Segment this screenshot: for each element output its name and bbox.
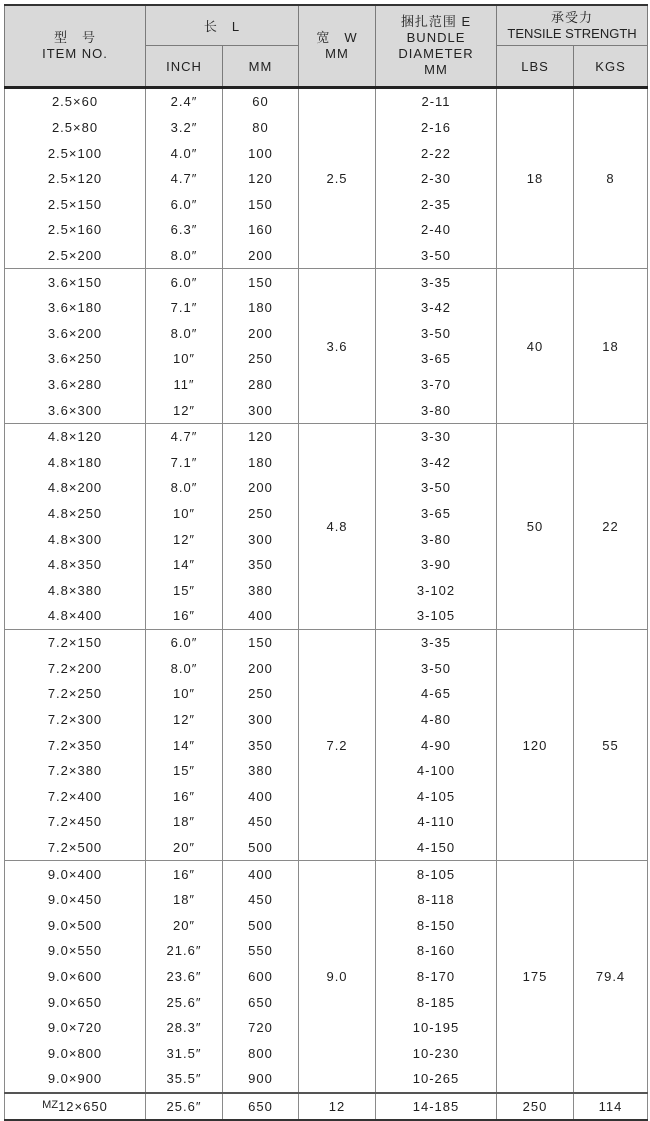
bundle-diameter-header	[376, 5, 497, 88]
inch-cell: 31.5″	[146, 1041, 223, 1067]
item-no-cell: 7.2×150	[5, 629, 146, 655]
item-no-cell: 2.5×160	[5, 217, 146, 243]
inch-cell: 3.2″	[146, 115, 223, 141]
bundle-cell: 3-50	[376, 320, 497, 346]
width-header-unit: MM	[325, 46, 349, 61]
inch-cell: 2.4″	[146, 88, 223, 115]
tensile-header-cn: 承受力	[551, 9, 594, 25]
width-cell: 7.2	[299, 629, 376, 860]
bundle-cell: 3-30	[376, 423, 497, 449]
tensile-strength-header	[497, 5, 648, 46]
inch-cell: 8.0″	[146, 475, 223, 501]
table-row	[5, 88, 648, 115]
bundle-cell: 10-230	[376, 1041, 497, 1067]
mm-cell: 300	[223, 526, 299, 552]
bundle-cell: 3-50	[376, 655, 497, 681]
bundle-cell: 3-50	[376, 243, 497, 269]
bundle-cell: 8-185	[376, 989, 497, 1015]
bundle-header-en1: BUNDLE	[406, 30, 466, 45]
mm-cell: 350	[223, 552, 299, 578]
inch-cell: 8.0″	[146, 243, 223, 269]
mm-cell: 180	[223, 450, 299, 476]
inch-cell: 6.0″	[146, 629, 223, 655]
item-no-cell: 9.0×500	[5, 913, 146, 939]
width-cell: 4.8	[299, 423, 376, 629]
bundle-cell: 10-195	[376, 1015, 497, 1041]
mm-cell: 450	[223, 887, 299, 913]
item-no-header-en: ITEM NO.	[42, 46, 108, 61]
bundle-cell: 3-50	[376, 475, 497, 501]
item-no-cell: 9.0×650	[5, 989, 146, 1015]
item-no-cell: 7.2×380	[5, 758, 146, 784]
inch-cell: 4.0″	[146, 140, 223, 166]
bundle-header-en2: DIAMETER	[398, 46, 474, 61]
mm-cell: 160	[223, 217, 299, 243]
mm-cell: 200	[223, 475, 299, 501]
mm-cell: 500	[223, 913, 299, 939]
mm-cell: 120	[223, 166, 299, 192]
inch-cell: 8.0″	[146, 655, 223, 681]
item-no-header	[5, 5, 146, 88]
inch-cell: 7.1″	[146, 295, 223, 321]
inch-cell: 6.3″	[146, 217, 223, 243]
bundle-cell: 3-65	[376, 346, 497, 372]
mm-cell: 250	[223, 501, 299, 527]
bundle-cell: 4-65	[376, 681, 497, 707]
item-no-cell: 7.2×200	[5, 655, 146, 681]
mm-cell: 150	[223, 629, 299, 655]
bundle-cell: 8-170	[376, 964, 497, 990]
item-no-cell: 9.0×800	[5, 1041, 146, 1067]
table-row	[5, 269, 648, 295]
bundle-cell: 8-160	[376, 938, 497, 964]
table-row-mz	[5, 1093, 648, 1121]
bundle-cell: 2-11	[376, 88, 497, 115]
width-cell: 2.5	[299, 88, 376, 269]
mm-cell: 900	[223, 1066, 299, 1093]
bundle-cell: 3-42	[376, 295, 497, 321]
item-no-cell: 4.8×300	[5, 526, 146, 552]
bundle-header-unit: MM	[424, 62, 448, 77]
mm-cell: 200	[223, 655, 299, 681]
tensile-header-en: TENSILE STRENGTH	[507, 25, 637, 41]
inch-cell: 10″	[146, 681, 223, 707]
bundle-cell: 3-80	[376, 397, 497, 423]
item-no-cell: 7.2×350	[5, 732, 146, 758]
item-no-cell: 4.8×200	[5, 475, 146, 501]
bundle-cell: 3-65	[376, 501, 497, 527]
mm-cell: 250	[223, 681, 299, 707]
item-no-cell: 2.5×100	[5, 140, 146, 166]
item-no-cell: 2.5×150	[5, 191, 146, 217]
inch-cell: 15″	[146, 578, 223, 604]
inch-cell: 6.0″	[146, 269, 223, 295]
bundle-cell: 4-80	[376, 707, 497, 733]
mm-cell: 300	[223, 397, 299, 423]
bundle-cell: 2-35	[376, 191, 497, 217]
inch-cell: 23.6″	[146, 964, 223, 990]
bundle-cell: 8-105	[376, 861, 497, 887]
kgs-cell: 55	[574, 629, 648, 860]
bundle-cell: 10-265	[376, 1066, 497, 1093]
inch-cell: 14″	[146, 552, 223, 578]
inch-cell: 28.3″	[146, 1015, 223, 1041]
item-no-cell: 9.0×900	[5, 1066, 146, 1093]
inch-cell: 25.6″	[146, 1093, 223, 1121]
bundle-cell: 4-110	[376, 809, 497, 835]
kgs-cell: 114	[574, 1093, 648, 1121]
item-no-cell: 7.2×500	[5, 835, 146, 861]
item-no-cell: 2.5×200	[5, 243, 146, 269]
item-no-cell: 7.2×450	[5, 809, 146, 835]
item-no-cell: 3.6×280	[5, 372, 146, 398]
inch-cell: 11″	[146, 372, 223, 398]
item-no-cell	[5, 1093, 146, 1121]
bundle-cell: 2-22	[376, 140, 497, 166]
bundle-cell: 4-150	[376, 835, 497, 861]
item-no-cell: 9.0×550	[5, 938, 146, 964]
inch-cell: 10″	[146, 501, 223, 527]
item-no-cell: 3.6×150	[5, 269, 146, 295]
inch-header: INCH	[146, 46, 223, 88]
item-no-cell: 3.6×180	[5, 295, 146, 321]
lbs-cell: 175	[497, 861, 574, 1093]
width-cell: 3.6	[299, 269, 376, 424]
kgs-cell: 79.4	[574, 861, 648, 1093]
inch-cell: 4.7″	[146, 166, 223, 192]
table-row	[5, 423, 648, 449]
mm-cell: 600	[223, 964, 299, 990]
mm-cell: 80	[223, 115, 299, 141]
bundle-cell: 3-90	[376, 552, 497, 578]
bundle-cell: 14-185	[376, 1093, 497, 1121]
item-no-cell: 3.6×250	[5, 346, 146, 372]
inch-cell: 20″	[146, 913, 223, 939]
item-no-cell: 4.8×250	[5, 501, 146, 527]
kgs-header: KGS	[574, 46, 648, 88]
inch-cell: 12″	[146, 707, 223, 733]
bundle-cell: 3-105	[376, 603, 497, 629]
inch-cell: 8.0″	[146, 320, 223, 346]
mm-cell: 180	[223, 295, 299, 321]
inch-cell: 21.6″	[146, 938, 223, 964]
mm-cell: 200	[223, 320, 299, 346]
mm-cell: 400	[223, 603, 299, 629]
table-row	[5, 861, 648, 887]
cable-tie-spec-table	[4, 4, 648, 1121]
bundle-cell: 3-70	[376, 372, 497, 398]
mm-cell: 550	[223, 938, 299, 964]
item-no-cell: 7.2×300	[5, 707, 146, 733]
width-cell: 9.0	[299, 861, 376, 1093]
mm-cell: 60	[223, 88, 299, 115]
mm-cell: 720	[223, 1015, 299, 1041]
inch-cell: 12″	[146, 397, 223, 423]
mm-cell: 400	[223, 861, 299, 887]
mm-cell: 380	[223, 758, 299, 784]
kgs-cell: 8	[574, 88, 648, 269]
table-body	[5, 88, 648, 1121]
item-no-cell: 9.0×400	[5, 861, 146, 887]
inch-cell: 20″	[146, 835, 223, 861]
lbs-cell: 50	[497, 423, 574, 629]
inch-cell: 7.1″	[146, 450, 223, 476]
mm-cell: 200	[223, 243, 299, 269]
inch-cell: 16″	[146, 603, 223, 629]
mm-cell: 400	[223, 783, 299, 809]
mm-cell: 380	[223, 578, 299, 604]
item-no-cell: 9.0×600	[5, 964, 146, 990]
lbs-cell: 40	[497, 269, 574, 424]
item-no-cell: 4.8×120	[5, 423, 146, 449]
lbs-cell: 250	[497, 1093, 574, 1121]
mm-cell: 650	[223, 1093, 299, 1121]
length-header: 长 L	[146, 5, 299, 46]
inch-cell: 10″	[146, 346, 223, 372]
item-no-cell: 3.6×300	[5, 397, 146, 423]
item-no-cell: 2.5×80	[5, 115, 146, 141]
bundle-cell: 2-40	[376, 217, 497, 243]
bundle-cell: 4-105	[376, 783, 497, 809]
mm-cell: 350	[223, 732, 299, 758]
inch-cell: 16″	[146, 783, 223, 809]
width-cell: 12	[299, 1093, 376, 1121]
item-no-cell: 3.6×200	[5, 320, 146, 346]
item-no-cell: 9.0×450	[5, 887, 146, 913]
bundle-header-cn: 捆扎范围 E	[400, 14, 472, 29]
inch-cell: 18″	[146, 809, 223, 835]
mm-cell: 120	[223, 423, 299, 449]
item-no-header-cn: 型 号	[53, 30, 96, 45]
inch-cell: 16″	[146, 861, 223, 887]
mm-cell: 650	[223, 989, 299, 1015]
inch-cell: 14″	[146, 732, 223, 758]
item-no-value: 12×650	[58, 1099, 108, 1115]
item-no-cell: 4.8×350	[5, 552, 146, 578]
kgs-cell: 18	[574, 269, 648, 424]
table-header	[5, 5, 648, 88]
mm-cell: 250	[223, 346, 299, 372]
bundle-cell: 3-102	[376, 578, 497, 604]
item-no-cell: 7.2×250	[5, 681, 146, 707]
mz-prefix: MZ	[42, 1099, 59, 1112]
bundle-cell: 8-118	[376, 887, 497, 913]
width-header	[299, 5, 376, 88]
bundle-cell: 3-35	[376, 629, 497, 655]
inch-cell: 6.0″	[146, 191, 223, 217]
table-row	[5, 629, 648, 655]
kgs-cell: 22	[574, 423, 648, 629]
item-no-cell: 4.8×180	[5, 450, 146, 476]
inch-cell: 18″	[146, 887, 223, 913]
bundle-cell: 3-42	[376, 450, 497, 476]
item-no-cell: 4.8×400	[5, 603, 146, 629]
bundle-cell: 3-35	[376, 269, 497, 295]
inch-cell: 4.7″	[146, 423, 223, 449]
inch-cell: 35.5″	[146, 1066, 223, 1093]
item-no-cell: 4.8×380	[5, 578, 146, 604]
mm-cell: 150	[223, 191, 299, 217]
lbs-cell: 120	[497, 629, 574, 860]
mm-cell: 800	[223, 1041, 299, 1067]
mm-cell: 500	[223, 835, 299, 861]
lbs-header: LBS	[497, 46, 574, 88]
mm-cell: 300	[223, 707, 299, 733]
item-no-cell: 2.5×60	[5, 88, 146, 115]
bundle-cell: 2-30	[376, 166, 497, 192]
mm-cell: 280	[223, 372, 299, 398]
bundle-cell: 8-150	[376, 913, 497, 939]
mm-cell: 100	[223, 140, 299, 166]
item-no-cell: 9.0×720	[5, 1015, 146, 1041]
inch-cell: 25.6″	[146, 989, 223, 1015]
item-no-cell: 7.2×400	[5, 783, 146, 809]
mm-cell: 150	[223, 269, 299, 295]
mm-cell: 450	[223, 809, 299, 835]
mm-header: MM	[223, 46, 299, 88]
bundle-cell: 2-16	[376, 115, 497, 141]
inch-cell: 12″	[146, 526, 223, 552]
bundle-cell: 3-80	[376, 526, 497, 552]
bundle-cell: 4-90	[376, 732, 497, 758]
inch-cell: 15″	[146, 758, 223, 784]
item-no-cell: 2.5×120	[5, 166, 146, 192]
lbs-cell: 18	[497, 88, 574, 269]
bundle-cell: 4-100	[376, 758, 497, 784]
width-header-cn: 宽 W	[316, 30, 358, 45]
